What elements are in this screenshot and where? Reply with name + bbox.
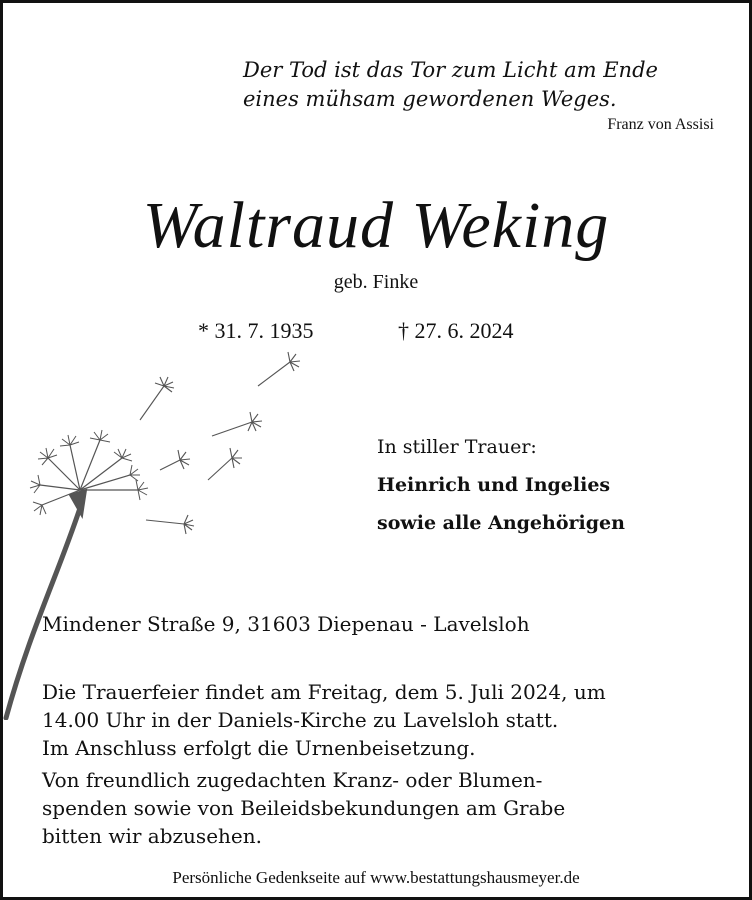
mourners-line-2: sowie alle Angehörigen — [377, 512, 625, 534]
birth-name: geb. Finke — [333, 271, 419, 293]
mourners-line-1: Heinrich und Ingelies — [377, 474, 611, 496]
quote-line-2: eines mühsam gewordenen Weges. — [243, 87, 617, 111]
request-line: spenden sowie von Beileidsbekundungen am Grabe — [42, 796, 566, 820]
flowers-request — [42, 766, 732, 850]
dandelion-illustration — [0, 340, 360, 720]
deceased-name: Waltraud Weking — [142, 189, 610, 262]
memorial-page-link[interactable]: Persönliche Gedenkseite auf www.bestattungshausmeyer.de — [172, 868, 580, 887]
funeral-info — [42, 678, 732, 762]
birth-date: * 31. 7. 1935 — [198, 318, 314, 343]
quote-line-1: Der Tod ist das Tor zum Licht am Ende — [243, 58, 658, 82]
mourners-label: In stiller Trauer: — [377, 436, 537, 458]
funeral-line: 14.00 Uhr in der Daniels-Kirche zu Lavelsloh statt. — [42, 708, 559, 732]
funeral-line: Die Trauerfeier findet am Freitag, dem 5. Juli 2024, um — [42, 680, 606, 704]
address: Mindener Straße 9, 31603 Diepenau - Lavelsloh — [42, 612, 530, 636]
quote-author: Franz von Assisi — [607, 116, 714, 133]
request-line: Von freundlich zugedachten Kranz- oder Blumen- — [42, 768, 543, 792]
quote — [243, 56, 723, 114]
funeral-line: Im Anschluss erfolgt die Urnenbeisetzung. — [42, 736, 476, 760]
request-line: bitten wir abzusehen. — [42, 824, 262, 848]
death-date: † 27. 6. 2024 — [398, 318, 514, 343]
